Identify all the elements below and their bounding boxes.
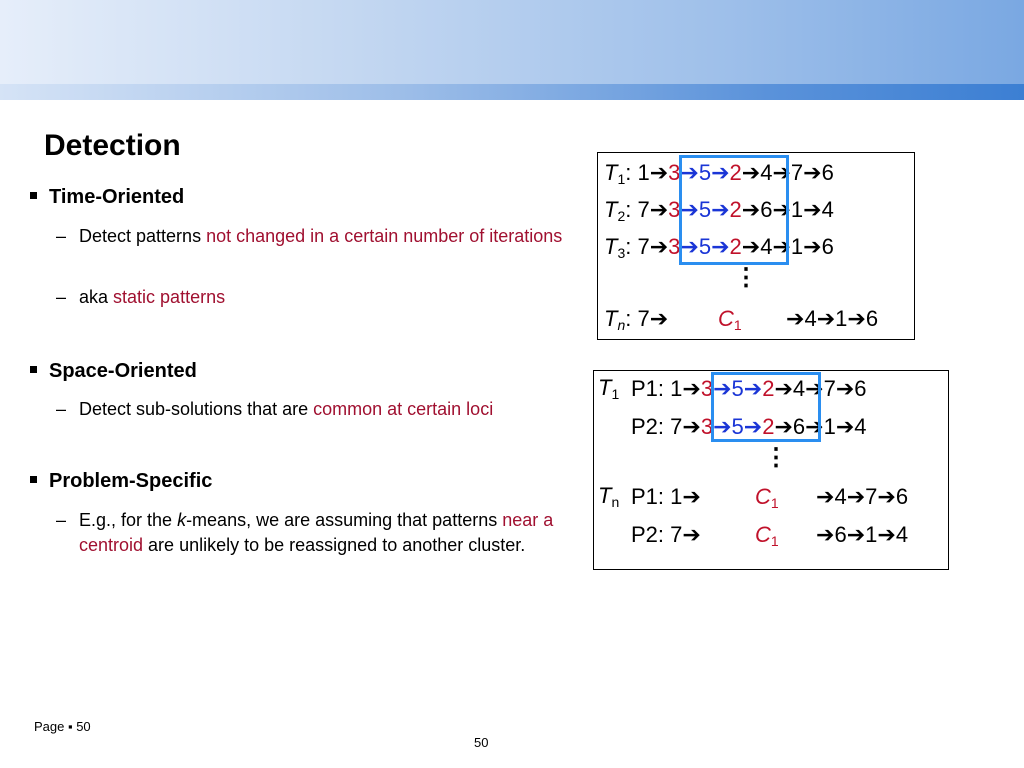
header-stripe <box>0 84 1024 100</box>
cluster-label: $C_1$ <box>755 484 779 511</box>
sequence-row: $T_2$: 7➔3➔5➔2➔6➔1➔4 <box>604 197 834 224</box>
sequence-row-tail: ➔6➔1➔4 <box>816 522 909 547</box>
sequence-row-label: P1: 1➔ <box>631 484 701 509</box>
footer-page-number: 50 <box>474 735 489 750</box>
section-heading-time-oriented: Time-Oriented <box>30 186 184 209</box>
vertical-ellipsis-icon: ⋮ <box>734 264 758 291</box>
sequence-row: P2: 7➔3➔5➔2➔6➔1➔4 <box>631 414 867 439</box>
square-bullet-icon <box>30 192 37 199</box>
sequence-row-tail: ➔4➔1➔6 <box>786 306 879 331</box>
sequence-row: P1: 1➔3➔5➔2➔4➔7➔6 <box>631 376 867 401</box>
common-subsequence-highlight <box>679 155 789 265</box>
cluster-label: $C_1$ <box>718 306 742 333</box>
sequence-row: $T_1$: 1➔3➔5➔2➔4➔7➔6 <box>604 160 834 187</box>
footer-page-label: Page ▪ 50 <box>34 719 91 734</box>
sequence-row-label: $T_n$: 7➔ <box>604 306 669 333</box>
sequence-row: $T_3$: 7➔3➔5➔2➔4➔1➔6 <box>604 234 834 261</box>
list-item: – E.g., for the k-means, we are assuming that patterns near a centroid are unlikely to be reassigned to another cluster. <box>56 510 554 555</box>
cluster-label: $C_1$ <box>755 522 779 549</box>
sequence-row-label: P2: 7➔ <box>631 522 701 547</box>
vertical-ellipsis-icon: ⋮ <box>764 444 788 471</box>
list-item: – aka static patterns <box>56 287 226 307</box>
generation-label: $T_1$ <box>598 375 620 402</box>
square-bullet-icon <box>30 366 37 373</box>
generation-label: $T_n$ <box>598 483 620 510</box>
section-heading-space-oriented: Space-Oriented <box>30 360 197 383</box>
sequence-row-tail: ➔4➔7➔6 <box>816 484 909 509</box>
section-heading-problem-specific: Problem-Specific <box>30 470 212 493</box>
list-item: – Detect patterns not changed in a certain number of iterations <box>56 226 563 246</box>
common-subsequence-highlight <box>711 372 821 442</box>
slide-title: Detection <box>44 129 181 162</box>
list-item: – Detect sub-solutions that are common at certain loci <box>56 399 494 419</box>
square-bullet-icon <box>30 476 37 483</box>
